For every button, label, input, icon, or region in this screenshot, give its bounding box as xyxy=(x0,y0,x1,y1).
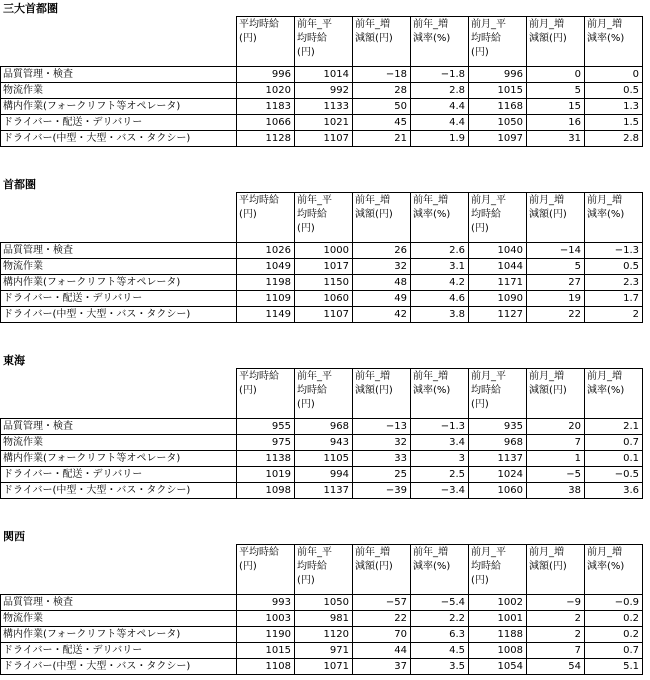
table-cell: 0.2 xyxy=(585,611,643,627)
table-cell: 1 xyxy=(527,451,585,467)
table-cell: 994 xyxy=(295,467,353,483)
table-row xyxy=(1,291,643,307)
table-row xyxy=(1,243,643,259)
table-cell: 0.2 xyxy=(585,627,643,643)
table-cell: 5 xyxy=(527,259,585,275)
header-corner xyxy=(1,545,237,595)
table-cell: 4.5 xyxy=(411,643,469,659)
column-header-label: 前月_増 減率(%) xyxy=(587,547,625,572)
column-header xyxy=(585,193,643,243)
table-cell: 968 xyxy=(469,435,527,451)
table-cell: 1017 xyxy=(295,259,353,275)
table-cell: 996 xyxy=(469,67,527,83)
table-cell: 1.3 xyxy=(585,99,643,115)
row-label: 構内作業(フォークリフト等オペレータ) xyxy=(1,627,237,643)
table-cell: 1049 xyxy=(237,259,295,275)
column-header xyxy=(411,369,469,419)
table-cell: 1149 xyxy=(237,307,295,323)
table-cell: 0.5 xyxy=(585,83,643,99)
table-cell: 31 xyxy=(527,131,585,147)
column-header xyxy=(237,193,295,243)
table-cell: 1120 xyxy=(295,627,353,643)
column-header xyxy=(353,369,411,419)
table-cell: 1026 xyxy=(237,243,295,259)
table-cell: −5.4 xyxy=(411,595,469,611)
table-cell: 2 xyxy=(585,307,643,323)
table-cell: 15 xyxy=(527,99,585,115)
table-cell: 1024 xyxy=(469,467,527,483)
section-title: 三大首都圏 xyxy=(3,2,58,15)
row-label: ドライバー・配送・デリバリー xyxy=(1,115,237,131)
header-corner xyxy=(1,369,237,419)
table-cell: 2.6 xyxy=(411,243,469,259)
column-header xyxy=(237,17,295,67)
column-header xyxy=(469,193,527,243)
table-cell: 20 xyxy=(527,419,585,435)
table-cell: 16 xyxy=(527,115,585,131)
column-header-label: 前月_増 減額(円) xyxy=(529,19,567,44)
table-cell: 7 xyxy=(527,435,585,451)
table-cell: 0.7 xyxy=(585,435,643,451)
column-header xyxy=(411,17,469,67)
table-cell: 1001 xyxy=(469,611,527,627)
column-header-label: 前月_増 減率(%) xyxy=(587,19,625,44)
table-row xyxy=(1,307,643,323)
column-header xyxy=(585,17,643,67)
table-cell: −18 xyxy=(353,67,411,83)
table-row xyxy=(1,627,643,643)
table-cell: 38 xyxy=(527,483,585,499)
table-cell: 1137 xyxy=(295,483,353,499)
table-cell: 996 xyxy=(237,67,295,83)
header-corner xyxy=(1,193,237,243)
table-cell: 26 xyxy=(353,243,411,259)
wage-table xyxy=(0,192,643,323)
column-header xyxy=(469,369,527,419)
table-cell: 1.7 xyxy=(585,291,643,307)
section-title: 東海 xyxy=(3,354,25,367)
table-cell: 2.8 xyxy=(585,131,643,147)
column-header-label: 前月_増 減額(円) xyxy=(529,195,567,220)
table-row xyxy=(1,483,643,499)
column-header-label: 平均時給 (円) xyxy=(239,19,279,44)
section-title: 首都圏 xyxy=(3,178,36,191)
table-cell: 975 xyxy=(237,435,295,451)
table-cell: 5 xyxy=(527,83,585,99)
row-label: 物流作業 xyxy=(1,259,237,275)
table-cell: 1066 xyxy=(237,115,295,131)
table-row xyxy=(1,659,643,675)
table-cell: 44 xyxy=(353,643,411,659)
table-cell: 1020 xyxy=(237,83,295,99)
table-cell: 1054 xyxy=(469,659,527,675)
table-cell: 1109 xyxy=(237,291,295,307)
table-cell: 54 xyxy=(527,659,585,675)
table-cell: 943 xyxy=(295,435,353,451)
table-cell: −0.5 xyxy=(585,467,643,483)
table-cell: 42 xyxy=(353,307,411,323)
table-cell: 1108 xyxy=(237,659,295,675)
table-cell: 1190 xyxy=(237,627,295,643)
table-cell: 49 xyxy=(353,291,411,307)
column-header xyxy=(237,545,295,595)
column-header xyxy=(585,545,643,595)
column-header-label: 前月_増 減額(円) xyxy=(529,547,567,572)
table-cell: 1044 xyxy=(469,259,527,275)
table-row xyxy=(1,115,643,131)
column-header-label: 前年_増 減率(%) xyxy=(413,371,451,396)
column-header xyxy=(237,369,295,419)
table-cell: 1198 xyxy=(237,275,295,291)
table-cell: 1050 xyxy=(469,115,527,131)
column-header-label: 前年_平 均時給 (円) xyxy=(297,547,332,586)
header-corner xyxy=(1,17,237,67)
table-cell: 971 xyxy=(295,643,353,659)
table-cell: 1128 xyxy=(237,131,295,147)
table-row xyxy=(1,451,643,467)
table-cell: 21 xyxy=(353,131,411,147)
table-cell: 37 xyxy=(353,659,411,675)
table-cell: 22 xyxy=(353,611,411,627)
table-cell: 5.1 xyxy=(585,659,643,675)
table-cell: 1133 xyxy=(295,99,353,115)
table-cell: 993 xyxy=(237,595,295,611)
column-header-label: 前年_増 減額(円) xyxy=(355,371,393,396)
column-header xyxy=(411,545,469,595)
row-label: ドライバー(中型・大型・バス・タクシー) xyxy=(1,659,237,675)
column-header-label: 前年_増 減率(%) xyxy=(413,195,451,220)
column-header-label: 平均時給 (円) xyxy=(239,547,279,572)
table-cell: 955 xyxy=(237,419,295,435)
table-cell: −1.3 xyxy=(411,419,469,435)
row-label: 物流作業 xyxy=(1,611,237,627)
section-title: 関西 xyxy=(3,530,25,543)
row-label: 構内作業(フォークリフト等オペレータ) xyxy=(1,451,237,467)
table-cell: 3.5 xyxy=(411,659,469,675)
column-header-label: 前月_増 減率(%) xyxy=(587,371,625,396)
header-row xyxy=(1,193,643,243)
table-cell: −5 xyxy=(527,467,585,483)
table-row xyxy=(1,275,643,291)
row-label: 構内作業(フォークリフト等オペレータ) xyxy=(1,275,237,291)
table-cell: −57 xyxy=(353,595,411,611)
table-cell: 1014 xyxy=(295,67,353,83)
table-cell: 2.5 xyxy=(411,467,469,483)
table-cell: 1040 xyxy=(469,243,527,259)
wage-table xyxy=(0,544,643,675)
table-cell: 3.8 xyxy=(411,307,469,323)
table-cell: 1060 xyxy=(295,291,353,307)
row-label: ドライバー(中型・大型・バス・タクシー) xyxy=(1,131,237,147)
table-cell: 1098 xyxy=(237,483,295,499)
table-cell: 3.1 xyxy=(411,259,469,275)
column-header xyxy=(527,17,585,67)
column-header-label: 前年_平 均時給 (円) xyxy=(297,371,332,410)
table-cell: 1.9 xyxy=(411,131,469,147)
column-header xyxy=(295,17,353,67)
table-cell: 3 xyxy=(411,451,469,467)
table-cell: 27 xyxy=(527,275,585,291)
row-label: 品質管理・検査 xyxy=(1,419,237,435)
table-cell: 19 xyxy=(527,291,585,307)
table-cell: 50 xyxy=(353,99,411,115)
table-row xyxy=(1,83,643,99)
column-header-label: 前月_平 均時給 (円) xyxy=(471,195,506,234)
table-cell: −3.4 xyxy=(411,483,469,499)
table-cell: 1021 xyxy=(295,115,353,131)
table-cell: 1150 xyxy=(295,275,353,291)
table-cell: 2.1 xyxy=(585,419,643,435)
table-cell: 968 xyxy=(295,419,353,435)
table-cell: 1137 xyxy=(469,451,527,467)
table-cell: 1015 xyxy=(469,83,527,99)
column-header-label: 前月_平 均時給 (円) xyxy=(471,547,506,586)
table-cell: 4.6 xyxy=(411,291,469,307)
table-cell: 1097 xyxy=(469,131,527,147)
table-cell: −0.9 xyxy=(585,595,643,611)
table-cell: −39 xyxy=(353,483,411,499)
column-header-label: 平均時給 (円) xyxy=(239,371,279,396)
row-label: ドライバー・配送・デリバリー xyxy=(1,467,237,483)
table-cell: 2.2 xyxy=(411,611,469,627)
table-cell: 1168 xyxy=(469,99,527,115)
table-cell: 1107 xyxy=(295,131,353,147)
column-header xyxy=(585,369,643,419)
table-cell: −9 xyxy=(527,595,585,611)
table-cell: 32 xyxy=(353,259,411,275)
table-cell: 1008 xyxy=(469,643,527,659)
table-cell: 45 xyxy=(353,115,411,131)
table-cell: 3.6 xyxy=(585,483,643,499)
column-header xyxy=(527,545,585,595)
table-cell: 1183 xyxy=(237,99,295,115)
column-header-label: 前月_増 減率(%) xyxy=(587,195,625,220)
table-row xyxy=(1,595,643,611)
row-label: ドライバー(中型・大型・バス・タクシー) xyxy=(1,483,237,499)
column-header xyxy=(469,545,527,595)
column-header xyxy=(295,193,353,243)
table-cell: 1138 xyxy=(237,451,295,467)
table-cell: 0 xyxy=(585,67,643,83)
table-cell: 22 xyxy=(527,307,585,323)
row-label: 品質管理・検査 xyxy=(1,595,237,611)
table-cell: 1002 xyxy=(469,595,527,611)
row-label: 構内作業(フォークリフト等オペレータ) xyxy=(1,99,237,115)
table-cell: 992 xyxy=(295,83,353,99)
column-header-label: 前年_平 均時給 (円) xyxy=(297,19,332,58)
wage-table xyxy=(0,16,643,147)
column-header xyxy=(527,193,585,243)
table-cell: 6.3 xyxy=(411,627,469,643)
column-header xyxy=(353,545,411,595)
header-row xyxy=(1,545,643,595)
row-label: 物流作業 xyxy=(1,435,237,451)
column-header-label: 前年_増 減額(円) xyxy=(355,19,393,44)
table-row xyxy=(1,435,643,451)
table-cell: 4.4 xyxy=(411,115,469,131)
column-header xyxy=(295,369,353,419)
table-cell: 1188 xyxy=(469,627,527,643)
table-cell: 981 xyxy=(295,611,353,627)
column-header xyxy=(353,17,411,67)
column-header-label: 平均時給 (円) xyxy=(239,195,279,220)
table-row xyxy=(1,259,643,275)
table-cell: 935 xyxy=(469,419,527,435)
column-header xyxy=(469,17,527,67)
table-cell: 48 xyxy=(353,275,411,291)
table-cell: 2.3 xyxy=(585,275,643,291)
header-row xyxy=(1,17,643,67)
table-cell: 1071 xyxy=(295,659,353,675)
table-row xyxy=(1,419,643,435)
table-cell: 2 xyxy=(527,627,585,643)
table-cell: 4.2 xyxy=(411,275,469,291)
table-cell: 33 xyxy=(353,451,411,467)
row-label: ドライバー(中型・大型・バス・タクシー) xyxy=(1,307,237,323)
column-header xyxy=(411,193,469,243)
table-cell: 7 xyxy=(527,643,585,659)
table-row xyxy=(1,643,643,659)
table-cell: 1003 xyxy=(237,611,295,627)
column-header-label: 前年_増 減額(円) xyxy=(355,547,393,572)
table-cell: −1.8 xyxy=(411,67,469,83)
table-cell: 0.7 xyxy=(585,643,643,659)
column-header-label: 前年_増 減率(%) xyxy=(413,547,451,572)
table-cell: 25 xyxy=(353,467,411,483)
table-cell: 70 xyxy=(353,627,411,643)
row-label: 物流作業 xyxy=(1,83,237,99)
table-cell: 1015 xyxy=(237,643,295,659)
table-cell: 32 xyxy=(353,435,411,451)
row-label: ドライバー・配送・デリバリー xyxy=(1,643,237,659)
table-cell: 1060 xyxy=(469,483,527,499)
table-cell: 0 xyxy=(527,67,585,83)
table-cell: 1050 xyxy=(295,595,353,611)
table-cell: 1127 xyxy=(469,307,527,323)
row-label: ドライバー・配送・デリバリー xyxy=(1,291,237,307)
table-cell: 3.4 xyxy=(411,435,469,451)
table-cell: 1.5 xyxy=(585,115,643,131)
table-cell: 1171 xyxy=(469,275,527,291)
table-cell: 2 xyxy=(527,611,585,627)
table-cell: 1019 xyxy=(237,467,295,483)
column-header-label: 前年_増 減額(円) xyxy=(355,195,393,220)
wage-table xyxy=(0,368,643,499)
column-header xyxy=(295,545,353,595)
table-row xyxy=(1,67,643,83)
table-cell: −1.3 xyxy=(585,243,643,259)
table-row xyxy=(1,131,643,147)
column-header xyxy=(527,369,585,419)
column-header xyxy=(353,193,411,243)
table-cell: 1107 xyxy=(295,307,353,323)
column-header-label: 前月_増 減額(円) xyxy=(529,371,567,396)
table-cell: 1090 xyxy=(469,291,527,307)
table-cell: 1000 xyxy=(295,243,353,259)
table-cell: −14 xyxy=(527,243,585,259)
column-header-label: 前月_平 均時給 (円) xyxy=(471,371,506,410)
table-cell: −13 xyxy=(353,419,411,435)
table-cell: 4.4 xyxy=(411,99,469,115)
table-cell: 1105 xyxy=(295,451,353,467)
table-cell: 0.1 xyxy=(585,451,643,467)
table-cell: 2.8 xyxy=(411,83,469,99)
table-cell: 28 xyxy=(353,83,411,99)
table-row xyxy=(1,99,643,115)
table-row xyxy=(1,467,643,483)
row-label: 品質管理・検査 xyxy=(1,243,237,259)
column-header-label: 前月_平 均時給 (円) xyxy=(471,19,506,58)
column-header-label: 前年_増 減率(%) xyxy=(413,19,451,44)
header-row xyxy=(1,369,643,419)
table-cell: 0.5 xyxy=(585,259,643,275)
row-label: 品質管理・検査 xyxy=(1,67,237,83)
column-header-label: 前年_平 均時給 (円) xyxy=(297,195,332,234)
table-row xyxy=(1,611,643,627)
